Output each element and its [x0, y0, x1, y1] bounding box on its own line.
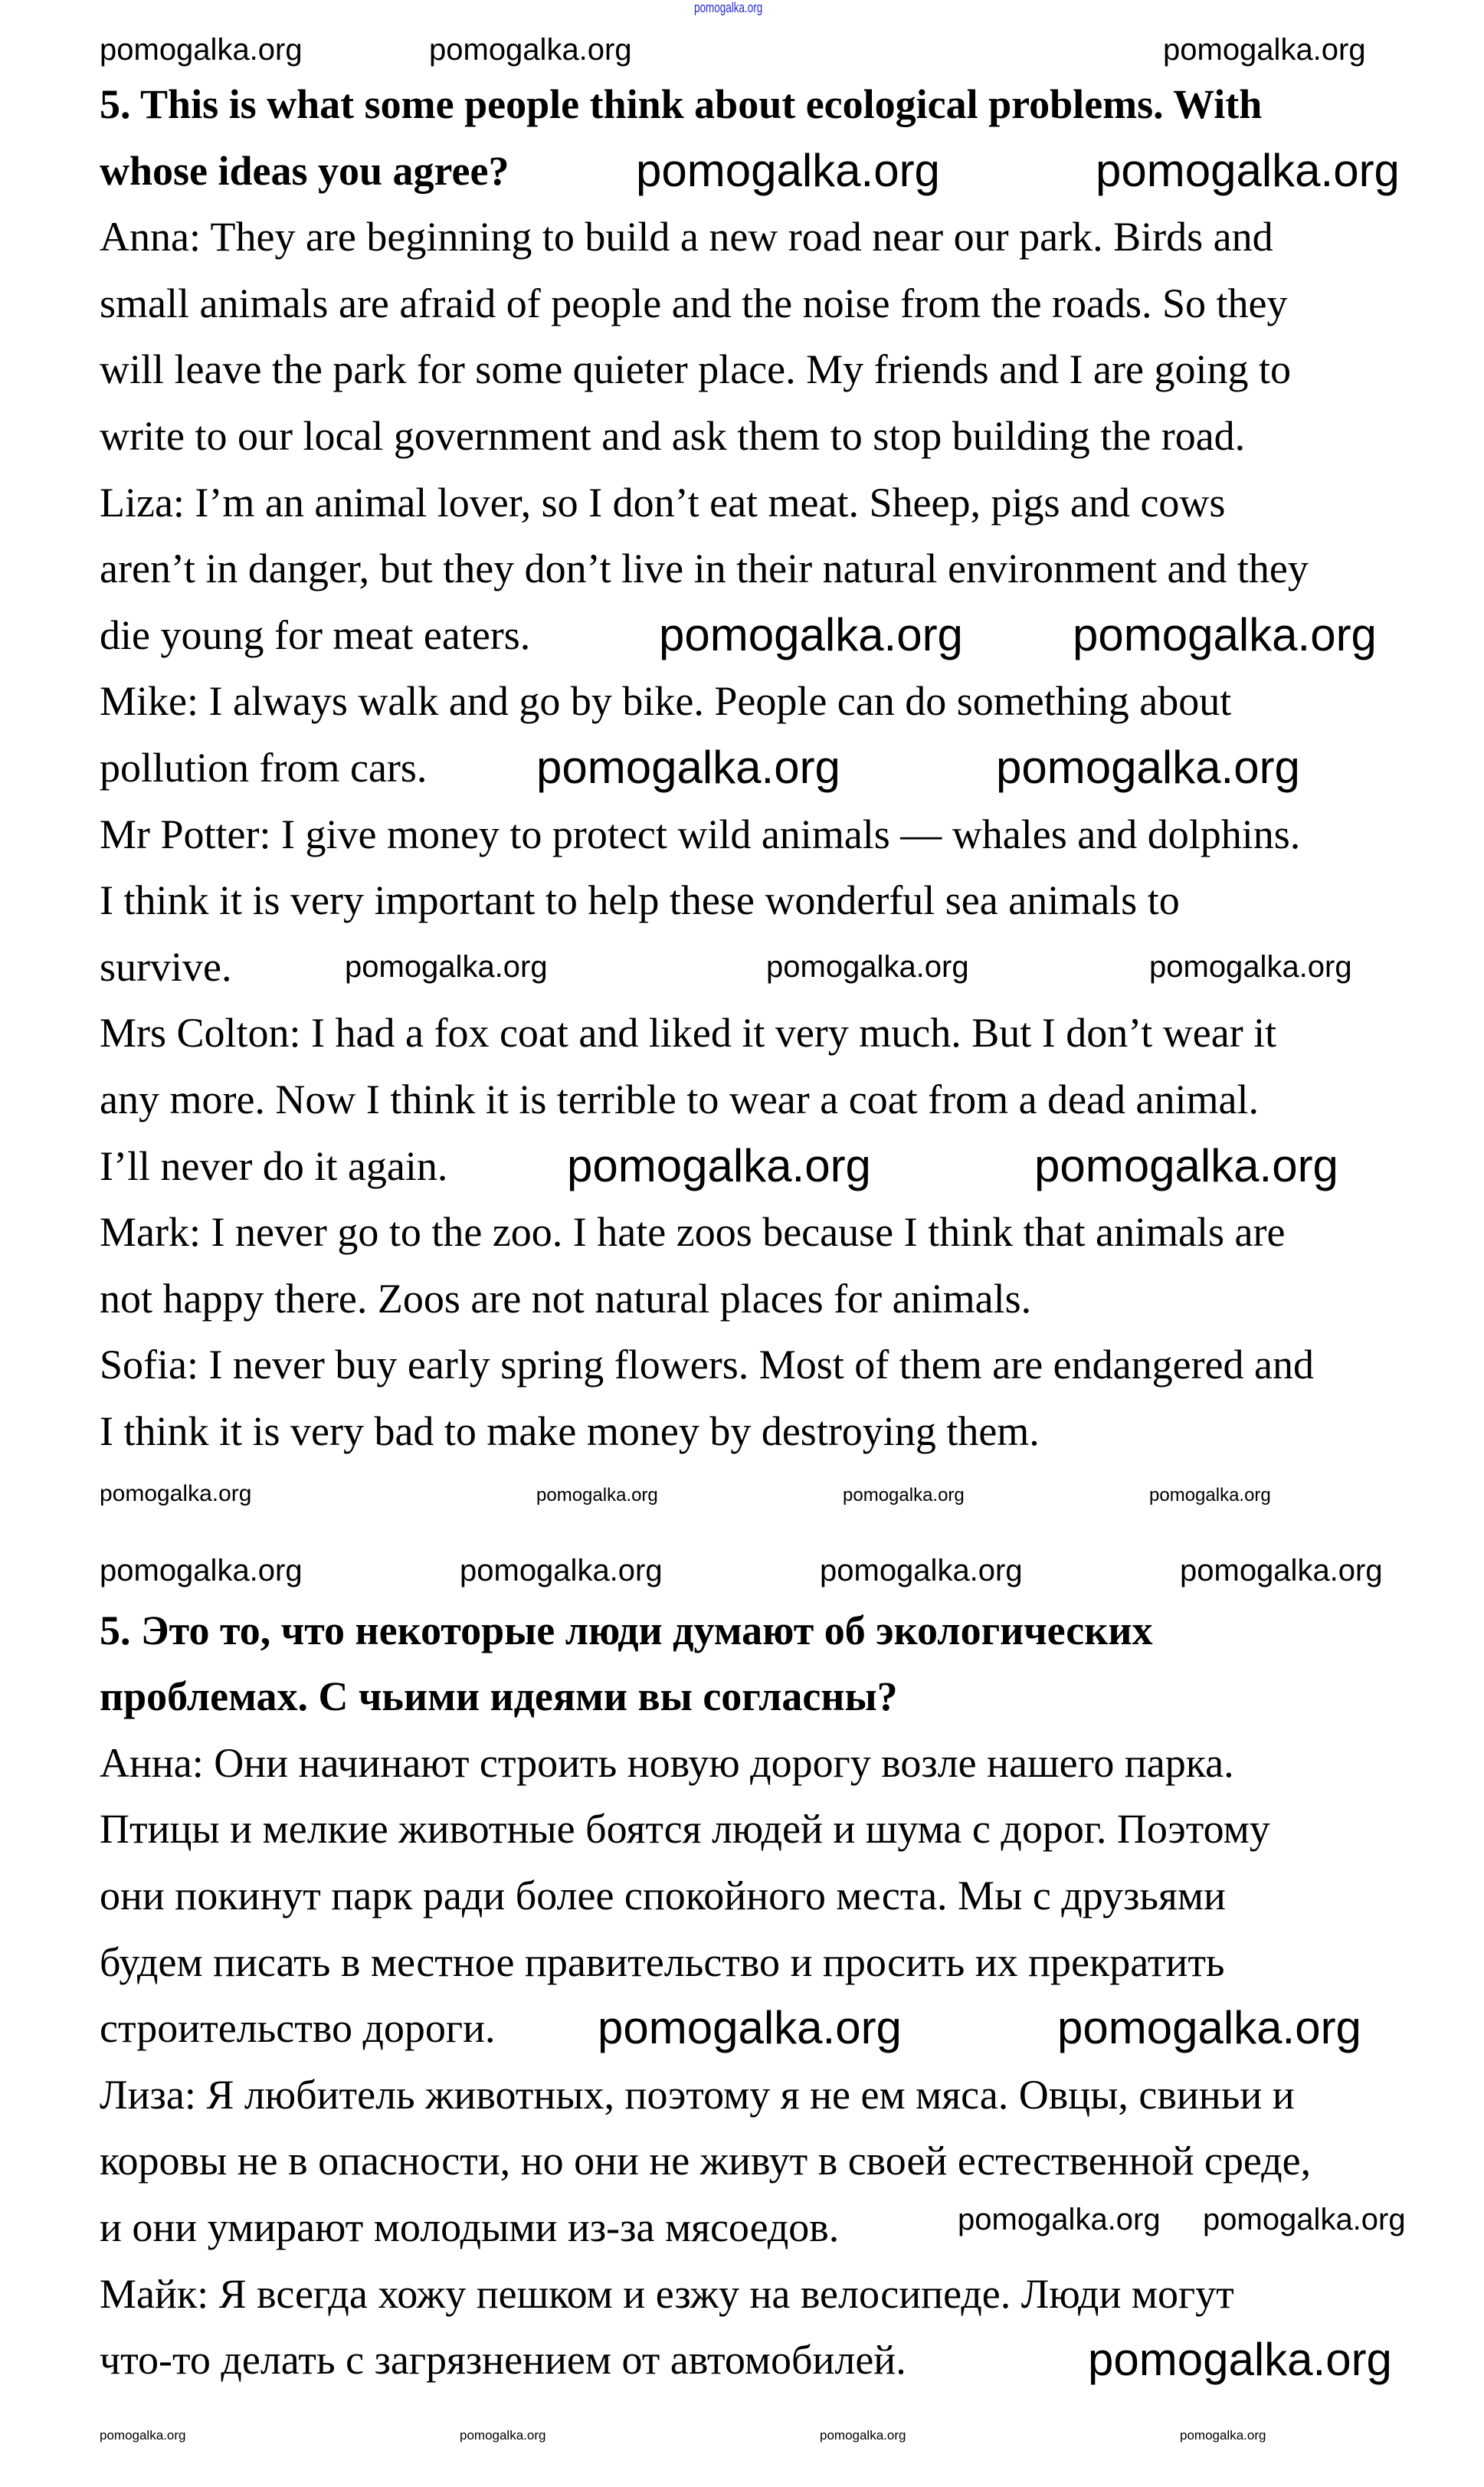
russian-body-line: что-то делать с загрязнением от автомобилей. — [100, 2337, 906, 2384]
russian-body-line: они покинут парк ради более спокойного места. Мы с друзьями — [100, 1873, 1226, 1919]
russian-body-line: строительство дороги. — [100, 2005, 496, 2052]
watermark: pomogalka.org — [1073, 609, 1377, 660]
watermark: pomogalka.org — [1034, 1140, 1338, 1191]
english-body-line: Mr Potter: I give money to protect wild animals — whales and dolphins. — [100, 811, 1301, 857]
russian-body-line: Анна: Они начинают строить новую дорогу возле нашего парка. — [100, 1739, 1234, 1786]
watermark: pomogalka.org — [659, 609, 963, 660]
russian-body-line: и они умирают молодыми из-за мясоедов. — [100, 2204, 840, 2250]
russian-body-line: Майк: Я всегда хожу пешком и езжу на велосипеде. Люди могут — [100, 2270, 1234, 2317]
watermark: pomogalka.org — [766, 950, 969, 984]
english-heading-line: whose ideas you agree? — [100, 147, 509, 194]
russian-heading-line: 5. Это то, что некоторые люди думают об экологических — [100, 1607, 1153, 1653]
watermark: pomogalka.org — [460, 2428, 546, 2443]
watermark: pomogalka.org — [1088, 2334, 1392, 2385]
watermark: pomogalka.org — [345, 950, 548, 984]
russian-body-line: Птицы и мелкие животные боятся людей и шума с дорог. Поэтому — [100, 1806, 1270, 1853]
english-body-line: write to our local government and ask them to stop building the road. — [100, 412, 1246, 459]
russian-body-line: Лиза: Я любитель животных, поэтому я не ем мяса. Овцы, свиньи и — [100, 2071, 1295, 2118]
watermark: pomogalka.org — [1149, 950, 1352, 984]
english-body-line: any more. Now I think it is terrible to wear a coat from a dead animal. — [100, 1076, 1259, 1122]
russian-body-line: коровы не в опасности, но они не живут в своей естественной среде, — [100, 2138, 1312, 2184]
watermark: pomogalka.org — [100, 1481, 252, 1506]
watermark: pomogalka.org — [1096, 145, 1400, 196]
watermark: pomogalka.org — [598, 2002, 902, 2053]
watermark: pomogalka.org — [820, 2428, 906, 2443]
english-body-line: Mrs Colton: I had a fox coat and liked it very much. But I don’t wear it — [100, 1010, 1277, 1057]
english-body-line: Liza: I’m an animal lover, so I don’t eat meat. Sheep, pigs and cows — [100, 479, 1226, 526]
english-body-line: die young for meat eaters. — [100, 611, 531, 658]
english-body-line: will leave the park for some quieter place. My friends and I are going to — [100, 346, 1291, 393]
watermark-top-link[interactable]: pomogalka.org — [694, 0, 763, 15]
english-body-line: Mark: I never go to the zoo. I hate zoos because I think that animals are — [100, 1209, 1286, 1256]
watermark: pomogalka.org — [996, 742, 1300, 793]
watermark: pomogalka.org — [100, 33, 303, 67]
watermark: pomogalka.org — [843, 1485, 965, 1506]
russian-heading-line: проблемах. С чьими идеями вы согласны? — [100, 1673, 898, 1720]
english-body-line: small animals are afraid of people and the noise from the roads. So they — [100, 280, 1288, 326]
watermark: pomogalka.org — [1057, 2002, 1361, 2053]
watermark: pomogalka.org — [1149, 1485, 1271, 1506]
watermark: pomogalka.org — [958, 2203, 1161, 2236]
english-heading-line: 5. This is what some people think about ecological problems. With — [100, 81, 1263, 127]
english-body-line: not happy there. Zoos are not natural places for animals. — [100, 1275, 1032, 1322]
watermark: pomogalka.org — [636, 145, 940, 196]
watermark: pomogalka.org — [429, 33, 632, 67]
watermark: pomogalka.org — [1163, 33, 1366, 67]
english-body-line: pollution from cars. — [100, 744, 428, 791]
english-body-line: I think it is very bad to make money by destroying them. — [100, 1407, 1040, 1454]
watermark: pomogalka.org — [100, 1554, 303, 1588]
watermark: pomogalka.org — [1180, 2428, 1266, 2443]
watermark: pomogalka.org — [536, 742, 840, 793]
english-body-line: I think it is very important to help these wonderful sea animals to — [100, 877, 1180, 924]
english-body-line: Sofia: I never buy early spring flowers. Most of them are endangered and — [100, 1342, 1314, 1388]
english-body-line: Mike: I always walk and go by bike. People can do something about — [100, 678, 1232, 725]
watermark: pomogalka.org — [567, 1140, 871, 1191]
english-body-line: aren’t in danger, but they don’t live in their natural environment and they — [100, 546, 1309, 592]
english-body-line: I’ll never do it again. — [100, 1142, 448, 1189]
watermark: pomogalka.org — [1180, 1554, 1383, 1588]
russian-body-line: будем писать в местное правительство и просить их прекратить — [100, 1938, 1225, 1985]
watermark: pomogalka.org — [536, 1485, 658, 1506]
english-body-line: Anna: They are beginning to build a new road near our park. Birds and — [100, 214, 1273, 260]
english-body-line: survive. — [100, 943, 232, 990]
watermark: pomogalka.org — [460, 1554, 663, 1588]
watermark: pomogalka.org — [820, 1554, 1023, 1588]
watermark: pomogalka.org — [1203, 2203, 1406, 2236]
watermark: pomogalka.org — [100, 2428, 186, 2443]
